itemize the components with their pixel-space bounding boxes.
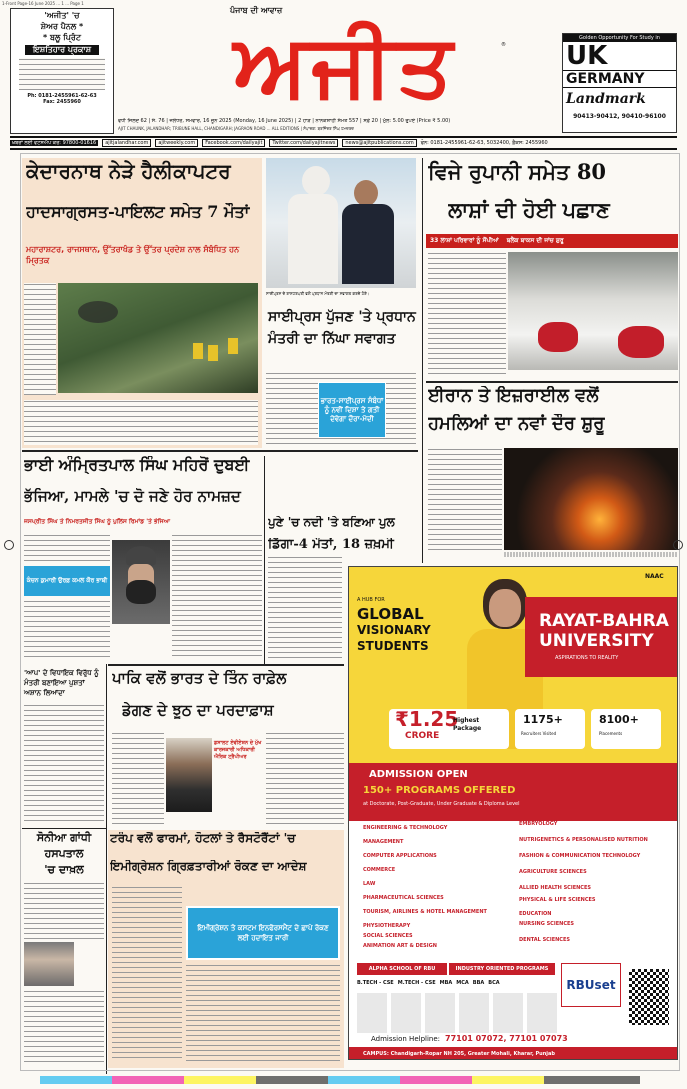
ad-program: ALLIED HEALTH SCIENCES [519, 885, 591, 891]
iran-rule [426, 381, 678, 383]
ad-helpline[interactable]: 77101 07072, 77101 07073 [445, 1034, 568, 1043]
amritpal-headline-2: ਭੱਜਿਆ, ਮਾਮਲੇ 'ਚ ਦੋ ਜਣੇ ਹੋਰ ਨਾਮਜ਼ਦ [24, 488, 241, 505]
ad-package: ₹1.25 [395, 707, 459, 731]
left-ad-line3: * ਬਲੂ ਪ੍ਰਿੰਟ [43, 33, 81, 42]
ad-industry-bar [449, 963, 555, 975]
rupani-headline-2: ਲਾਸ਼ਾਂ ਦੀ ਹੋਈ ਪਛਾਣ [448, 198, 610, 222]
sonia-rule [22, 828, 106, 829]
masthead-title: ਅਜੀਤ [233, 15, 457, 116]
top-story-rule [22, 450, 418, 452]
sonia-photo [24, 942, 74, 986]
column-rule-mid [264, 456, 265, 666]
sonia-body [24, 882, 104, 940]
pune-body [268, 556, 342, 661]
ad-program: COMMERCE [363, 867, 396, 873]
masthead-dateline: ਵਧੀ ਜਿਲਦ 62 | ਸੰ. 76 | ਜਲੰਧਰ, ਸੋਮਵਾਰ, 16 ਜੂਨ 2025 (Monday, 16 June 2025) | 2 ਹਾੜ | ਨਾਨਕਸ਼ਾਹੀ ਸੰਮਤ 557 | ਸਫ਼ੇ 20 | ਮੁੱਲ: 5.00 ਰੁਪਏ (Price ₹ 5.00) [118, 118, 451, 124]
ad-admission: ADMISSION OPEN [369, 769, 468, 780]
rupani-body [428, 252, 506, 374]
ad-university: RAYAT-BAHRA [539, 611, 669, 631]
right-ad-germany: GERMANY [563, 70, 676, 88]
ad-program: EMBRYOLOGY [519, 821, 558, 827]
kedarnath-col1 [24, 283, 56, 395]
amritpal-body-3 [172, 534, 262, 658]
left-ad-phone1: Ph: 0181-2455961-62-63 [27, 93, 97, 99]
ad-university-2: UNIVERSITY [539, 631, 654, 651]
ad-programs-sub: at Doctorate, Post-Graduate, Under Graduate & Diploma Level [363, 801, 520, 807]
left-ear-ad [10, 8, 114, 134]
ad-program: PHARMACEUTICAL SCIENCES [363, 895, 444, 901]
registration-mark-left [4, 540, 14, 550]
ad-aspirations: ASPIRATIONS TO REALITY [555, 655, 619, 661]
trump-body-2 [186, 964, 340, 1062]
ad-program: TOURISM, AIRLINES & HOTEL MANAGEMENT [363, 909, 487, 915]
ad-partner-logos [357, 993, 557, 1033]
left-ad-line1: 'ਅਜੀਤ' 'ਚ [44, 11, 80, 20]
ad-alpha: ALPHA SCHOOL OF RBU [368, 966, 436, 972]
cyprus-box-text: ਭਾਰਤ-ਸਾਈਪ੍ਰਸ ਸੰਬੰਧਾਂ ਨੂੰ ਨਵੀਂ ਦਿਸ਼ਾ ਤੇ ਗਤੀ ਦੇਵੇਗਾ ਦੌਰਾ-ਮੋਦੀ [320, 396, 384, 423]
pak-headline-1: ਪਾਕਿ ਵਲੋਂ ਭਾਰਤ ਦੇ ਤਿੰਨ ਰਾਫ਼ੇਲ [112, 670, 287, 687]
epaper-link[interactable]: ajitjalandhar.com [102, 139, 151, 147]
ad-program: FASHION & COMMUNICATION TECHNOLOGY [519, 853, 641, 859]
ad-program: PHYSIOTHERAPY [363, 923, 411, 929]
ad-program: PHYSICAL & LIFE SCIENCES [519, 897, 596, 903]
rupani-caption [508, 372, 678, 376]
iran-photo [504, 448, 678, 550]
qr-code-icon[interactable] [627, 967, 671, 1027]
rupani-tag-2: ਬਲੈਕ ਬਾਕਸ ਦੀ ਜਾਂਚ ਸ਼ੁਰੂ [506, 237, 564, 244]
right-ear-ad [562, 33, 677, 133]
phone-contact: ਫੋਨ: 0181-2455961-62-63, 5032400, ਫ਼ੈਕਸ: 2455960 [420, 140, 548, 146]
left-ad-line2: ਸ਼ੇਅਰ ਪੈਨਲ * [19, 22, 105, 32]
rupani-tag-1: 33 ਲਾਸ਼ਾਂ ਪਰਿਵਾਰਾਂ ਨੂੰ ਸੌਂਪੀਆਂ [430, 237, 499, 244]
right-ad-uk: UK [566, 41, 608, 71]
pak-quote: ਡਸਾਲਟ ਏਵੀਏਸ਼ਨ ਦੇ ਮੁੱਖ ਕਾਰਜਕਾਰੀ ਅਧਿਕਾਰੀ ਐਰਿਕ ਟ੍ਰੈਪੀਅਰ [214, 740, 262, 760]
sonia-body-2 [24, 990, 104, 1062]
cyprus-box [318, 382, 386, 438]
ad-left-programs [363, 825, 513, 953]
sonia-headline-1: ਸੋਨੀਆ ਗਾਂਧੀ [36, 831, 92, 844]
ad-highest: Highest Package [453, 717, 482, 732]
ad-right-programs [519, 821, 675, 949]
trump-box [186, 906, 340, 960]
site-link[interactable]: ajitweekly.com [155, 139, 198, 147]
ad-stat1: 1175+ [523, 713, 563, 726]
left-ad-body [19, 58, 105, 90]
ad-students: STUDENTS [357, 639, 429, 653]
pak-body-2 [266, 732, 344, 824]
kedarnath-subhead: ਮਹਾਰਾਸ਼ਟਰ, ਰਾਜਸਥਾਨ, ਉੱਤਰਾਖੰਡ ਤੇ ਉੱਤਰ ਪ੍ਰਦੇਸ਼ ਨਾਲ ਸੰਬੰਧਿਤ ਹਨ ਮ੍ਰਿਤਕ [26, 245, 240, 265]
registered-icon: ® [501, 42, 506, 48]
ad-program: SOCIAL SCIENCES [363, 933, 413, 939]
trump-box-text: ਇਮੀਗ੍ਰੇਸ਼ਨ ਤੇ ਕਸਟਮ ਇਨਫੋਰਸਮੈਂਟ ਦੇ ਛਾਪੇ ਰੋਕਣ ਲਈ ਹਦਾਇਤ ਜਾਰੀ [197, 924, 329, 942]
left-ad-line4: ਇਸ਼ਤਿਹਾਰ ਪ੍ਰਕਾਸ਼ [25, 45, 99, 55]
rupani-photo [508, 252, 678, 370]
ad-alpha-bar [357, 963, 447, 975]
print-header: 1-Front Page-16 June 2025 ... 1 ... Page 1 [2, 1, 84, 6]
pune-headline-2: ਡਿੱਗਾ-4 ਮੌਤਾਂ, 18 ਜ਼ਖ਼ਮੀ [268, 538, 394, 552]
kedarnath-photo [58, 283, 258, 393]
color-bar [40, 1076, 640, 1084]
ad-program: NURSING SCIENCES [519, 921, 575, 927]
ad-rbuset-box [561, 963, 621, 1007]
ad-courses [357, 977, 557, 989]
column-rule-right [422, 158, 423, 563]
amritpal-headline-1: ਭਾਈ ਅੰਮ੍ਰਿਤਪਾਲ ਸਿੰਘ ਮਹਿਰੋਂ ਦੁਬਈ [24, 456, 250, 474]
contact-strip [10, 136, 677, 150]
sonia-headline-2: ਹਸਪਤਾਲ [44, 847, 84, 860]
ad-course: MCA [456, 980, 469, 986]
pak-headline-2: ਡੇਗਣ ਦੇ ਝੂਠ ਦਾ ਪਰਦਾਫ਼ਾਸ਼ [122, 702, 274, 719]
ad-industry: INDUSTRY ORIENTED PROGRAMS [455, 966, 549, 972]
aap-headline: 'ਆਪ' ਦੇ ਵਿਧਾਇਕ ਵਿਰੁੱਧ ਨੂੰ ਮੰਤਰੀ ਬਣਾਇਆ ਪੁਸ਼ਤਾਂ ਅਸ਼ਾਨ ਲਿਆਂਦਾ [24, 669, 99, 697]
ad-stat1-label: Recruiters Visited [521, 731, 557, 736]
ad-hub-for: A HUB FOR [357, 597, 385, 603]
kedarnath-headline-2: ਹਾਦਸਾਗ੍ਰਸਤ-ਪਾਇਲਟ ਸਮੇਤ 7 ਮੌਤਾਂ [26, 203, 250, 221]
amritpal-body-1 [24, 534, 110, 564]
ad-campus-bar [349, 1047, 678, 1060]
twitter-link[interactable]: Twitter.com/dailyajitnews [269, 139, 338, 147]
left-ad-phone2: Fax: 2455960 [43, 99, 81, 105]
ad-program: ENGINEERING & TECHNOLOGY [363, 825, 448, 831]
pak-body-1 [112, 732, 164, 824]
rupani-headline-1: ਵਿਜੇ ਰੁਪਾਨੀ ਸਮੇਤ 80 [428, 160, 607, 184]
ad-program: DENTAL SCIENCES [519, 937, 570, 943]
ad-course: BBA [472, 980, 485, 986]
amritpal-subhead: ਜਸਪ੍ਰੀਤ ਸਿੰਘ ਤੇ ਨਿਮਰਤਜੀਤ ਸਿੰਘ ਨੂੰ ਪੁਲਿਸ ਰਿਮਾਂਡ 'ਤੇ ਭੇਜਿਆ [24, 518, 171, 525]
whatsapp-contact: ਖ਼ਬਰਾਂ ਲਈ ਵਟਸਐਪ ਕਰੋ: 97800-01616 [12, 140, 97, 146]
trump-body-1 [112, 886, 182, 1062]
ad-visionary: VISIONARY [357, 623, 431, 637]
registration-mark-right [673, 540, 683, 550]
facebook-link[interactable]: Facebook.com/dailyajit [202, 139, 265, 147]
pak-photo [166, 738, 212, 812]
masthead-address: AJIT CHAUNK, JALANDHAR; TRIBUNE HALL, CHANDIGARH; JAGRAON ROAD ... ALL EDITIONS | ਸੰਪਾਦਕ: ਬਰਜਿੰਦਰ ਸਿੰਘ ਹਮਦਰਦ [118, 126, 354, 131]
ad-course: BCA [488, 980, 500, 986]
pak-rule [108, 664, 344, 666]
right-ad-brand: Landmark [566, 91, 646, 107]
ad-stat2: 8100+ [599, 713, 639, 726]
ad-program: ANIMATION ART & DESIGN [363, 943, 437, 949]
ad-helpline-label: Admission Helpline: [371, 1035, 441, 1043]
ad-program: COMPUTER APPLICATIONS [363, 853, 437, 859]
rupani-tag-bar [426, 234, 678, 248]
pune-headline-1: ਪੁਣੇ 'ਚ ਨਦੀ 'ਤੇ ਬਣਿਆ ਪੁਲ [268, 516, 395, 529]
amritpal-box [24, 566, 110, 596]
cyprus-headline: ਸਾਈਪ੍ਰਸ ਪੁੱਜਣ 'ਤੇ ਪ੍ਰਧਾਨ ਮੰਤਰੀ ਦਾ ਨਿੱਘਾ ਸਵਾਗਤ [268, 309, 416, 347]
ad-programs: 150+ PROGRAMS OFFERED [363, 785, 516, 796]
ad-stat2-label: Placements [599, 731, 623, 736]
ad-campus: CAMPUS: Chandigarh-Ropar NH 205, Greater Mohali, Kharar, Punjab [363, 1051, 555, 1057]
ad-course: B.TECH - CSE [357, 980, 394, 986]
trump-headline-1: ਟਰੰਪ ਵਲੋਂ ਫਾਰਮਾਂ, ਹੋਟਲਾਂ ਤੇ ਰੈਸਟੋਰੈਂਟਾਂ 'ਚ [110, 832, 296, 845]
kedarnath-headline-1: ਕੇਦਾਰਨਾਥ ਨੇੜੇ ਹੈਲੀਕਾਪਟਰ [26, 160, 231, 183]
email-link[interactable]: news@ajitpublications.com [342, 139, 416, 147]
ad-program: EDUCATION [519, 911, 552, 917]
ad-course: M.TECH - CSE [397, 980, 436, 986]
cyprus-photo [266, 158, 416, 288]
aap-body [24, 704, 104, 824]
sonia-headline-3: 'ਚ ਦਾਖ਼ਲ [44, 863, 84, 876]
university-ad[interactable] [348, 566, 678, 1060]
ad-rbuset: RBUset [566, 978, 616, 992]
amritpal-body-2 [24, 600, 110, 658]
left-sidebar-rule [106, 664, 107, 1074]
ad-program: NUTRIGENETICS & PERSONALISED NUTRITION [519, 837, 648, 843]
amritpal-photo [112, 540, 170, 624]
cyprus-caption: ਸਾਈਪ੍ਰਸ ਦੇ ਰਾਸ਼ਟਰਪਤੀ ਵਲੋਂ ਪ੍ਰਧਾਨ ਮੰਤਰੀ ਦਾ ਸਵਾਗਤ ਕਰਦੇ ਹੋਏ। [266, 291, 370, 296]
iran-headline-1: ਈਰਾਨ ਤੇ ਇਜ਼ਰਾਈਲ ਵਲੋਂ [428, 386, 599, 406]
amritpal-box-text: ਕੰਚਨ ਕੁਮਾਰੀ ਉਰਫ਼ ਕਮਲ ਕੌਰ ਭਾਬੀ [26, 577, 108, 584]
ad-crore: CRORE [405, 731, 440, 741]
iran-body [428, 448, 502, 550]
masthead-tagline: ਪੰਜਾਬ ਦੀ ਆਵਾਜ਼ [230, 6, 283, 15]
iran-headline-2: ਹਮਲਿਆਂ ਦਾ ਨਵਾਂ ਦੌਰ ਸ਼ੁਰੂ [428, 414, 605, 434]
right-ad-phone: 90413-90412, 90410-96100 [573, 113, 666, 120]
ad-program: AGRICULTURE SCIENCES [519, 869, 587, 875]
ad-global: GLOBAL [357, 605, 424, 623]
ad-program: LAW [363, 881, 376, 887]
kedarnath-body [24, 400, 258, 445]
ad-course: MBA [439, 980, 453, 986]
trump-headline-2: ਇਮੀਗ੍ਰੇਸ਼ਨ ਗ੍ਰਿਫ਼ਤਾਰੀਆਂ ਰੋਕਣ ਦਾ ਆਦੇਸ਼ [110, 860, 307, 873]
ad-program: MANAGEMENT [363, 839, 404, 845]
right-ad-tagline: Golden Opportunity For Study in [563, 34, 676, 42]
ad-naac: NAAC [645, 573, 664, 580]
iran-caption [504, 552, 678, 557]
